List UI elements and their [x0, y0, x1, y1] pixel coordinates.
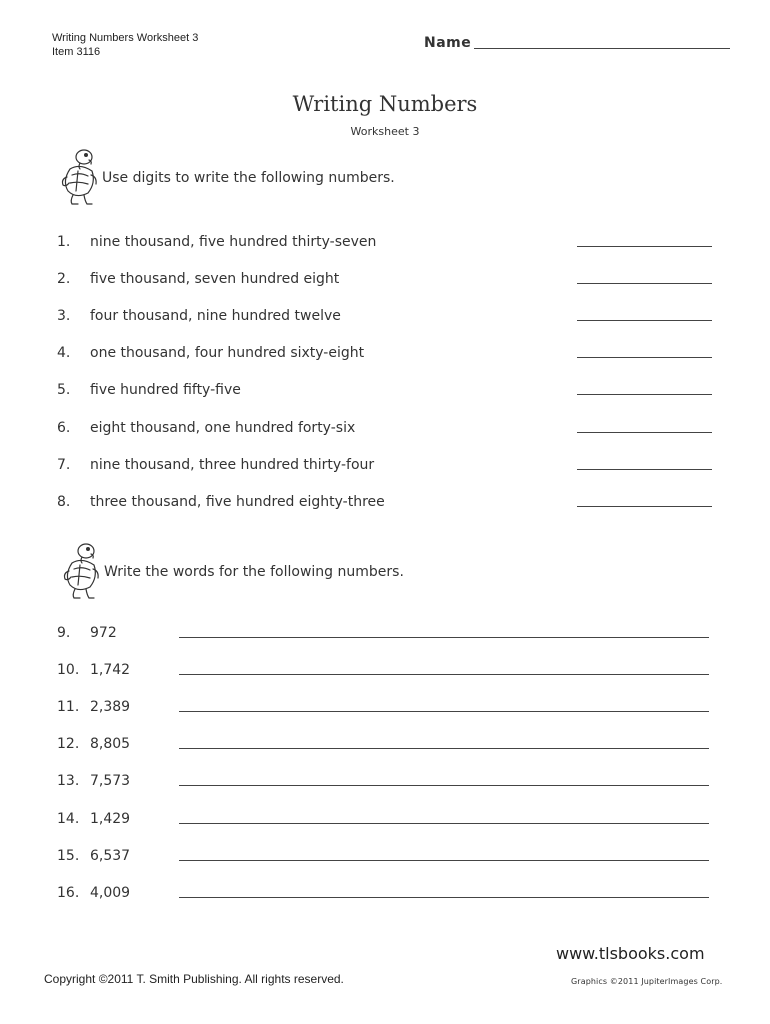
question-text: five thousand, seven hundred eight	[90, 271, 340, 287]
question-number: 14.	[57, 811, 80, 827]
question-row	[57, 420, 717, 440]
section1-instruction: Use digits to write the following numbers.	[102, 170, 395, 186]
question-text: 7,573	[90, 773, 131, 789]
answer-blank[interactable]	[577, 246, 712, 247]
question-row	[57, 662, 717, 682]
name-blank-line[interactable]	[474, 48, 730, 49]
answer-blank[interactable]	[179, 785, 709, 786]
answer-blank[interactable]	[179, 748, 709, 749]
question-row	[57, 699, 717, 719]
question-number: 1.	[57, 234, 71, 250]
website-url: www.tlsbooks.com	[556, 944, 705, 963]
worksheet-meta	[52, 31, 198, 59]
copyright-notice: Copyright ©2011 T. Smith Publishing. All rights reserved.	[44, 972, 344, 986]
question-number: 3.	[57, 308, 71, 324]
turtle-mascot-icon	[60, 541, 102, 603]
answer-blank[interactable]	[577, 283, 712, 284]
question-text: eight thousand, one hundred forty-six	[90, 420, 356, 436]
answer-blank[interactable]	[577, 394, 712, 395]
question-row	[57, 271, 717, 291]
question-number: 5.	[57, 382, 71, 398]
question-number: 6.	[57, 420, 71, 436]
question-number: 13.	[57, 773, 80, 789]
question-text: 6,537	[90, 848, 131, 864]
question-number: 15.	[57, 848, 80, 864]
question-number: 16.	[57, 885, 80, 901]
question-number: 2.	[57, 271, 71, 287]
question-row	[57, 885, 717, 905]
question-text: 1,429	[90, 811, 131, 827]
question-row	[57, 457, 717, 477]
question-row	[57, 382, 717, 402]
question-row	[57, 494, 717, 514]
answer-blank[interactable]	[577, 469, 712, 470]
answer-blank[interactable]	[577, 357, 712, 358]
question-row	[57, 625, 717, 645]
answer-blank[interactable]	[179, 823, 709, 824]
question-text: 4,009	[90, 885, 131, 901]
question-row	[57, 234, 717, 254]
question-text: four thousand, nine hundred twelve	[90, 308, 341, 324]
question-text: nine thousand, five hundred thirty-seven	[90, 234, 377, 250]
worksheet-id-line: Writing Numbers Worksheet 3	[52, 32, 199, 44]
question-number: 12.	[57, 736, 80, 752]
section2-instruction: Write the words for the following numbers.	[104, 564, 404, 580]
question-text: 1,742	[90, 662, 131, 678]
page-title: Writing Numbers	[292, 92, 478, 116]
question-text: nine thousand, three hundred thirty-four	[90, 457, 375, 473]
answer-blank[interactable]	[179, 897, 709, 898]
question-number: 8.	[57, 494, 71, 510]
answer-blank[interactable]	[577, 506, 712, 507]
item-number-line: Item 3116	[52, 46, 101, 58]
question-row	[57, 308, 717, 328]
question-row	[57, 811, 717, 831]
question-row	[57, 345, 717, 365]
question-number: 9.	[57, 625, 71, 641]
answer-blank[interactable]	[179, 711, 709, 712]
turtle-mascot-icon	[58, 147, 100, 209]
question-row	[57, 848, 717, 868]
graphics-credit: Graphics ©2011 JupiterImages Corp.	[571, 977, 723, 986]
question-text: five hundred fifty-five	[90, 382, 241, 398]
name-label: Name	[424, 35, 472, 51]
answer-blank[interactable]	[577, 432, 712, 433]
question-text: 8,805	[90, 736, 131, 752]
question-number: 4.	[57, 345, 71, 361]
question-text: three thousand, five hundred eighty-three	[90, 494, 385, 510]
answer-blank[interactable]	[179, 637, 709, 638]
answer-blank[interactable]	[577, 320, 712, 321]
question-text: one thousand, four hundred sixty-eight	[90, 345, 365, 361]
question-text: 972	[90, 625, 117, 641]
answer-blank[interactable]	[179, 860, 709, 861]
question-number: 11.	[57, 699, 80, 715]
question-number: 10.	[57, 662, 80, 678]
answer-blank[interactable]	[179, 674, 709, 675]
question-text: 2,389	[90, 699, 131, 715]
question-row	[57, 736, 717, 756]
page-subtitle: Worksheet 3	[350, 125, 420, 138]
question-row	[57, 773, 717, 793]
question-number: 7.	[57, 457, 71, 473]
name-field	[424, 35, 730, 55]
